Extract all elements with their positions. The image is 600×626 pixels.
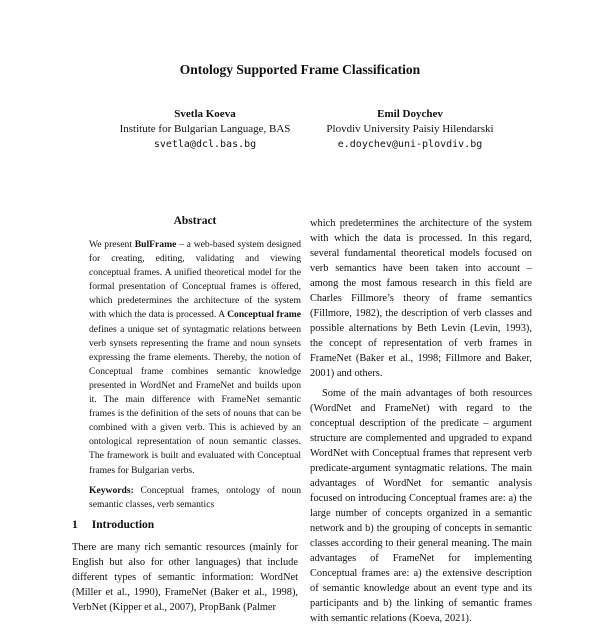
author-email: svetla@dcl.bas.bg (153, 139, 257, 150)
intro-paragraph: There are many rich semantic resources (mainly for English but also for other languages) that include different types of semantic information: WordNet (Miller et al., 1990), FrameNet (Baker et al., 1998), VerbNet (Kipper et al., 2007), PropBank (Palmer (72, 542, 298, 613)
author-name: Svetla Koeva (174, 108, 236, 120)
author-block-1 (90, 107, 320, 152)
body-paragraph: Some of the main advantages of both resources (WordNet and FrameNet) with regard to the conceptual description of the predicate – argument structure are complemented and upgraded to expand WordNet with Conceptual frames that represent verb predicate-argument syntagmatic relations. The main advantages of WordNet for semantic analysis focused on introducing Conceptual frames are: a) the large number of concepts organized in a semantic network and b) the grouping of concepts in semantic classes according to their general meaning. The main advantages of FrameNet for implementing Conceptual frames are: a) the extensive description of semantic knowledge about an event type and its participants and b) the linking of semantic frames with semantic relations (Koeva, 2021). (310, 388, 532, 624)
keywords-label: Keywords: (89, 485, 134, 496)
author-affiliation: Plovdiv University Paisiy Hilendarski (326, 123, 494, 135)
author-block-2 (295, 107, 525, 152)
author-affiliation: Institute for Bulgarian Language, BAS (119, 123, 291, 135)
keywords: Keywords: Conceptual frames, ontology of noun semantic classes, verb semantics (89, 485, 301, 511)
author-email: e.doychev@uni-plovdiv.bg (337, 139, 483, 150)
paper-title: Ontology Supported Frame Classification (179, 62, 421, 77)
author-name: Emil Doychev (377, 108, 443, 120)
body-paragraph: which predetermines the architecture of the system with which the data is processed. In this regard, several fundamental theoretical models focused on verb semantics have been taken into account – among the most famous research in this field are Charles Fillmore’s theory of frame semantics (Fillmore, 1982), the description of verb classes and possible alternations by Beth Levin (Levin, 1993), the concept of representation of verb frames in FrameNet (Baker et al., 1998; Fillmore and Baker, 2001) and others. (310, 218, 532, 379)
abstract-heading: Abstract (173, 215, 217, 227)
right-column (310, 216, 532, 626)
abstract-text: We present BulFrame – a web-based system designed for creating, editing, validating and viewing conceptual frames. A unified theoretical model for the formal presentation of Conceptual frames is offered, which predetermines the architecture of the system with which the data is processed. A Conceptual frame defines a unique set of syntagmatic relations between verb synsets representing the frame and noun synsets expressing the frame elements. Thereby, the notion of Conceptual frame combines semantic knowledge presented in WordNet and FrameNet and builds upon it. The main difference with FrameNet semantic frames is the definition of the sets of nouns that can be combined with a given verb. This is achieved by an ontological representation of noun semantic classes. The framework is built and evaluated with Conceptual frames for Bulgarian verbs. (89, 239, 302, 476)
section-heading: 1 Introduction (72, 519, 155, 531)
